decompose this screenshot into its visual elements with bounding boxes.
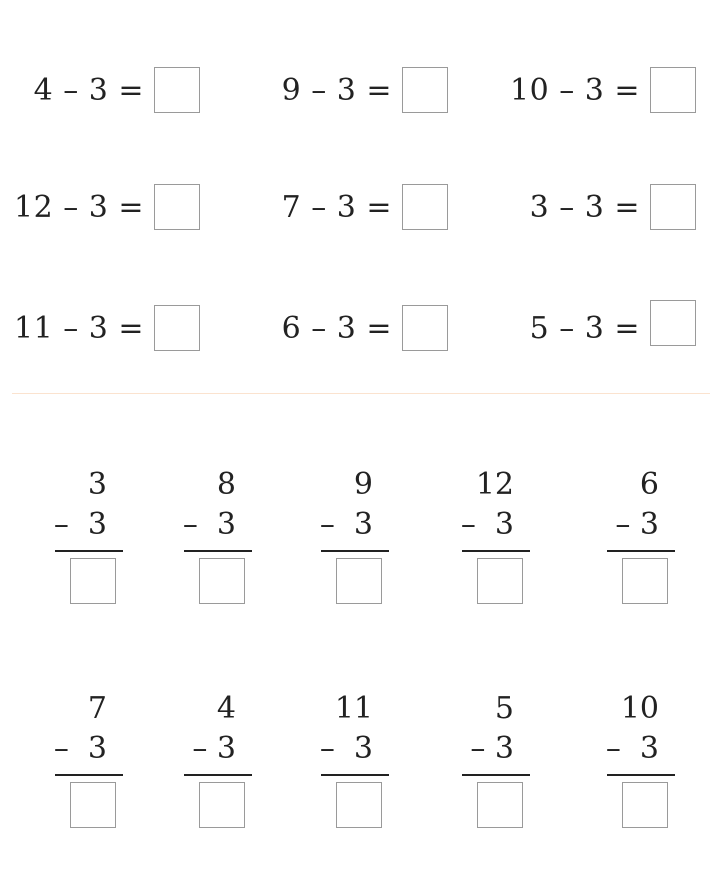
answer-box[interactable]: [402, 305, 448, 351]
answer-line: [184, 550, 252, 552]
problem-expression: 3 – 3 =: [529, 190, 640, 225]
subtrahend: – 3: [53, 731, 107, 766]
answer-line: [321, 774, 389, 776]
answer-line: [55, 774, 123, 776]
vertical-problem: [462, 468, 530, 628]
vertical-problem: [55, 468, 123, 628]
subtrahend: – 3: [605, 731, 659, 766]
answer-line: [462, 774, 530, 776]
answer-box[interactable]: [336, 558, 382, 604]
answer-box[interactable]: [622, 558, 668, 604]
vertical-problem: [607, 468, 675, 628]
problem-expression: 12 – 3 =: [13, 190, 144, 225]
subtrahend: – 3: [615, 507, 659, 542]
answer-box[interactable]: [477, 558, 523, 604]
subtrahend: – 3: [192, 731, 236, 766]
subtrahend: – 3: [319, 731, 373, 766]
answer-line: [462, 550, 530, 552]
answer-box[interactable]: [650, 300, 696, 346]
answer-line: [607, 774, 675, 776]
horizontal-problem: [248, 305, 488, 353]
answer-line: [55, 550, 123, 552]
vertical-problem: [607, 692, 675, 852]
minuend: 8: [216, 467, 236, 502]
problem-expression: 7 – 3 =: [281, 190, 392, 225]
minuend: 3: [87, 467, 107, 502]
answer-box[interactable]: [154, 305, 200, 351]
subtrahend: – 3: [53, 507, 107, 542]
problem-expression: 9 – 3 =: [281, 73, 392, 108]
minuend: 12: [475, 467, 514, 502]
answer-line: [321, 550, 389, 552]
answer-box[interactable]: [336, 782, 382, 828]
section-divider: [12, 393, 710, 394]
horizontal-problem: [0, 305, 240, 353]
answer-box[interactable]: [154, 67, 200, 113]
answer-box[interactable]: [650, 67, 696, 113]
answer-box[interactable]: [650, 184, 696, 230]
answer-box[interactable]: [70, 782, 116, 828]
problem-expression: 6 – 3 =: [281, 311, 392, 346]
minuend: 11: [334, 691, 373, 726]
answer-box[interactable]: [402, 184, 448, 230]
subtrahend: – 3: [182, 507, 236, 542]
vertical-problem: [55, 692, 123, 852]
horizontal-problem: [0, 67, 240, 115]
vertical-problem: [321, 468, 389, 628]
subtrahend: – 3: [470, 731, 514, 766]
vertical-problem: [184, 468, 252, 628]
minuend: 4: [216, 691, 236, 726]
problem-expression: 5 – 3 =: [529, 311, 640, 346]
minuend: 6: [639, 467, 659, 502]
vertical-problem: [321, 692, 389, 852]
minuend: 10: [620, 691, 659, 726]
answer-line: [607, 550, 675, 552]
horizontal-problem: [496, 300, 725, 348]
horizontal-problem: [0, 184, 240, 232]
answer-box[interactable]: [199, 782, 245, 828]
problem-expression: 10 – 3 =: [509, 73, 640, 108]
answer-box[interactable]: [402, 67, 448, 113]
vertical-problem: [184, 692, 252, 852]
horizontal-problem: [496, 184, 725, 232]
answer-box[interactable]: [154, 184, 200, 230]
answer-box[interactable]: [477, 782, 523, 828]
answer-box[interactable]: [70, 558, 116, 604]
vertical-problem: [462, 692, 530, 852]
minuend: 5: [494, 691, 514, 726]
problem-expression: 4 – 3 =: [33, 73, 144, 108]
horizontal-problem: [496, 67, 725, 115]
problem-expression: 11 – 3 =: [13, 311, 144, 346]
minuend: 7: [87, 691, 107, 726]
minuend: 9: [353, 467, 373, 502]
answer-box[interactable]: [622, 782, 668, 828]
horizontal-problem: [248, 184, 488, 232]
answer-line: [184, 774, 252, 776]
answer-box[interactable]: [199, 558, 245, 604]
subtrahend: – 3: [460, 507, 514, 542]
subtrahend: – 3: [319, 507, 373, 542]
horizontal-problem: [248, 67, 488, 115]
